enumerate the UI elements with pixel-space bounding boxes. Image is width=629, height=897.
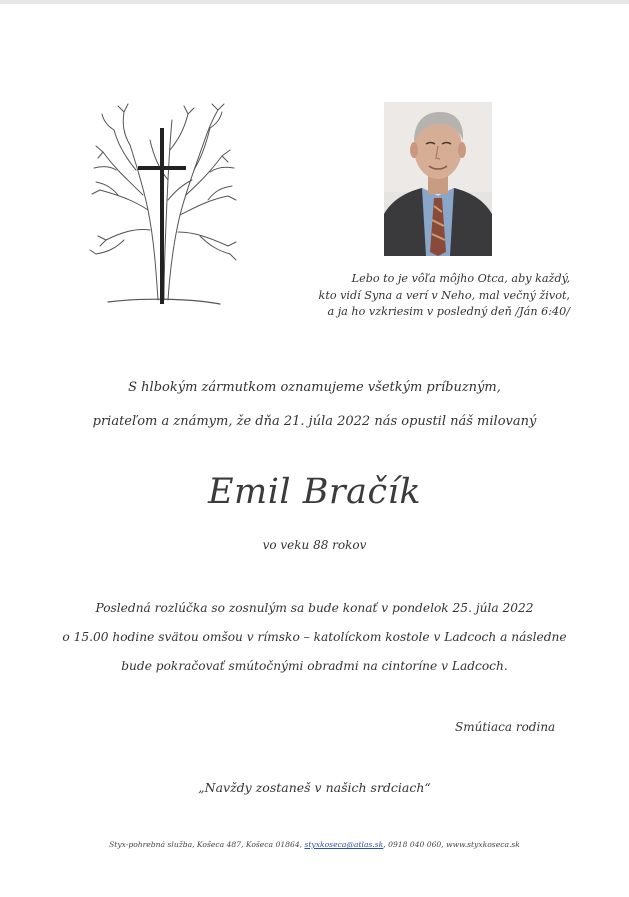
quote-line: Lebo to je vôľa môjho Otca, aby každý,	[351, 272, 570, 285]
quote-line: a ja ho vzkriesim v posledný deň /Ján 6:40/	[327, 305, 570, 318]
remembrance-quote: „Navždy zostaneš v našich srdciach“	[198, 780, 431, 795]
footer-email-link[interactable]: styxkoseca@atlas.sk	[304, 840, 384, 849]
deceased-age: vo veku 88 rokov	[262, 538, 367, 552]
bible-quote	[300, 271, 570, 321]
tree-cross-icon	[88, 100, 238, 310]
family-signature: Smútiaca rodina	[455, 720, 556, 734]
portrait-image	[384, 102, 492, 256]
funeral-line: bude pokračovať smútočnými obradmi na cintoríne v Ladcoch.	[121, 659, 508, 673]
portrait-photo	[384, 102, 492, 256]
deceased-name: Emil Bračík	[207, 472, 422, 512]
footer-text-before: Styx-pohrebná služba, Košeca 487, Košeca 01864,	[109, 840, 305, 849]
announcement-line-2: priateľom a známym, že dňa 21. júla 2022 nás opustil náš milovaný	[92, 414, 537, 429]
footer-contact	[0, 840, 629, 849]
funeral-line: o 15.00 hodine svätou omšou v rímsko – katolíckom kostole v Ladcoch a následne	[62, 630, 567, 644]
top-border	[0, 0, 629, 4]
announcement-line-1: S hlbokým zármutkom oznamujeme všetkým príbuzným,	[128, 380, 501, 395]
footer-text-after: , 0918 040 060, www.styxkoseca.sk	[383, 840, 520, 849]
quote-line: kto vidí Syna a verí v Neho, mal večný život,	[318, 288, 570, 302]
funeral-details	[0, 594, 629, 681]
funeral-line: Posledná rozlúčka so zosnulým sa bude konať v pondelok 25. júla 2022	[95, 601, 534, 615]
